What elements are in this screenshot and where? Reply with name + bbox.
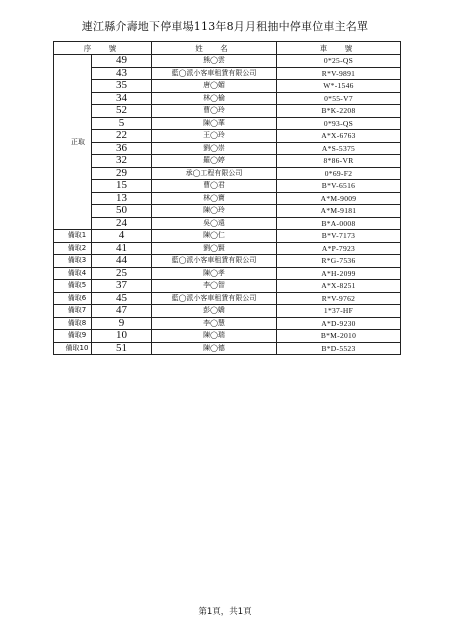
row-owner-name: 李◯智 <box>152 280 277 293</box>
row-plate-number: A*M-9181 <box>277 205 401 218</box>
parking-winners-table <box>53 41 401 355</box>
table-row <box>54 142 401 155</box>
row-owner-name: 陳◯德 <box>152 342 277 355</box>
row-seq-number: 50 <box>92 205 152 218</box>
page-footer: 第1頁，共1頁 <box>198 607 252 617</box>
row-seq-number: 9 <box>92 317 152 330</box>
row-seq-number: 13 <box>92 192 152 205</box>
table-row <box>54 217 401 230</box>
row-seq-number: 41 <box>92 242 152 255</box>
table-row <box>54 255 401 268</box>
row-backup-rank: 備取10 <box>54 342 92 355</box>
row-plate-number: 0*69-F2 <box>277 167 401 180</box>
row-owner-name: 藍◯派小客車租賃有限公司 <box>152 255 277 268</box>
row-backup-rank: 備取8 <box>54 317 92 330</box>
row-owner-name: 吳◯遠 <box>152 217 277 230</box>
row-plate-number: B*K-2208 <box>277 105 401 118</box>
row-owner-name: 陳◯仁 <box>152 230 277 243</box>
table-row <box>54 342 401 355</box>
row-seq-number: 32 <box>92 155 152 168</box>
table-row <box>54 67 401 80</box>
header-seq: 序 號 <box>54 42 152 55</box>
row-plate-number: W*-1546 <box>277 80 401 93</box>
row-owner-name: 林◯榆 <box>152 92 277 105</box>
row-plate-number: A*S-5375 <box>277 142 401 155</box>
row-owner-name: 陳◯華 <box>152 117 277 130</box>
row-owner-name: 承◯工程有限公司 <box>152 167 277 180</box>
table-row <box>54 80 401 93</box>
row-plate-number: 0*55-V7 <box>277 92 401 105</box>
row-seq-number: 36 <box>92 142 152 155</box>
table-row <box>54 130 401 143</box>
row-plate-number: A*D-9230 <box>277 317 401 330</box>
row-owner-name: 林◯寶 <box>152 192 277 205</box>
row-plate-number: 0*25-QS <box>277 55 401 68</box>
row-seq-number: 35 <box>92 80 152 93</box>
row-seq-number: 10 <box>92 330 152 343</box>
table-row <box>54 292 401 305</box>
table-row <box>54 117 401 130</box>
row-owner-name: 李◯慧 <box>152 317 277 330</box>
row-seq-number: 45 <box>92 292 152 305</box>
row-owner-name: 曹◯玲 <box>152 105 277 118</box>
row-owner-name: 陳◯瑞 <box>152 330 277 343</box>
row-owner-name: 劉◯賢 <box>152 242 277 255</box>
row-backup-rank: 備取5 <box>54 280 92 293</box>
table-header-row <box>54 42 401 55</box>
row-seq-number: 25 <box>92 267 152 280</box>
backup-winners-section <box>54 230 401 355</box>
row-seq-number: 22 <box>92 130 152 143</box>
row-seq-number: 49 <box>92 55 152 68</box>
table-row <box>54 242 401 255</box>
row-seq-number: 4 <box>92 230 152 243</box>
row-plate-number: A*X-6763 <box>277 130 401 143</box>
table-row <box>54 167 401 180</box>
row-backup-rank: 備取2 <box>54 242 92 255</box>
table-row <box>54 55 401 68</box>
row-plate-number: A*X-8251 <box>277 280 401 293</box>
row-seq-number: 15 <box>92 180 152 193</box>
main-group-label: 正取 <box>54 55 92 230</box>
row-plate-number: 1*37-HF <box>277 305 401 318</box>
row-backup-rank: 備取1 <box>54 230 92 243</box>
row-backup-rank: 備取4 <box>54 267 92 280</box>
row-plate-number: 0*93-QS <box>277 117 401 130</box>
row-owner-name: 羅◯婷 <box>152 155 277 168</box>
row-backup-rank: 備取6 <box>54 292 92 305</box>
row-owner-name: 陳◯孝 <box>152 267 277 280</box>
table-row <box>54 205 401 218</box>
table-row <box>54 105 401 118</box>
row-owner-name: 藍◯派小客車租賃有限公司 <box>152 292 277 305</box>
document-title: 連江縣介壽地下停車場113年8月月租抽中停車位車主名單 <box>81 20 369 33</box>
row-owner-name: 藍◯派小客車租賃有限公司 <box>152 67 277 80</box>
row-plate-number: A*H-2099 <box>277 267 401 280</box>
row-seq-number: 37 <box>92 280 152 293</box>
row-owner-name: 彭◯嬌 <box>152 305 277 318</box>
row-backup-rank: 備取3 <box>54 255 92 268</box>
table-row <box>54 155 401 168</box>
row-seq-number: 5 <box>92 117 152 130</box>
row-plate-number: B*V-6516 <box>277 180 401 193</box>
row-plate-number: B*M-2010 <box>277 330 401 343</box>
main-winners-section <box>54 55 401 230</box>
row-seq-number: 47 <box>92 305 152 318</box>
row-owner-name: 熊◯雲 <box>152 55 277 68</box>
row-owner-name: 唐◯媚 <box>152 80 277 93</box>
row-plate-number: B*V-7173 <box>277 230 401 243</box>
row-plate-number: 8*86-VR <box>277 155 401 168</box>
row-seq-number: 51 <box>92 342 152 355</box>
row-plate-number: B*D-5523 <box>277 342 401 355</box>
table-row <box>54 267 401 280</box>
row-plate-number: R*G-7536 <box>277 255 401 268</box>
row-plate-number: A*M-9009 <box>277 192 401 205</box>
row-plate-number: A*P-7923 <box>277 242 401 255</box>
row-plate-number: B*A-0008 <box>277 217 401 230</box>
table-row <box>54 92 401 105</box>
row-backup-rank: 備取9 <box>54 330 92 343</box>
row-plate-number: R*V-9762 <box>277 292 401 305</box>
row-seq-number: 29 <box>92 167 152 180</box>
row-owner-name: 曹◯君 <box>152 180 277 193</box>
table-row <box>54 180 401 193</box>
row-plate-number: R*V-9891 <box>277 67 401 80</box>
row-owner-name: 陳◯玲 <box>152 205 277 218</box>
header-name: 姓 名 <box>152 42 277 55</box>
row-owner-name: 劉◯崇 <box>152 142 277 155</box>
table-row <box>54 192 401 205</box>
header-plate: 車 號 <box>277 42 401 55</box>
row-seq-number: 24 <box>92 217 152 230</box>
table-row <box>54 317 401 330</box>
row-seq-number: 52 <box>92 105 152 118</box>
row-owner-name: 王◯玲 <box>152 130 277 143</box>
row-seq-number: 44 <box>92 255 152 268</box>
row-seq-number: 43 <box>92 67 152 80</box>
table-row <box>54 330 401 343</box>
table-row <box>54 280 401 293</box>
table-row <box>54 305 401 318</box>
row-seq-number: 34 <box>92 92 152 105</box>
table-row <box>54 230 401 243</box>
row-backup-rank: 備取7 <box>54 305 92 318</box>
